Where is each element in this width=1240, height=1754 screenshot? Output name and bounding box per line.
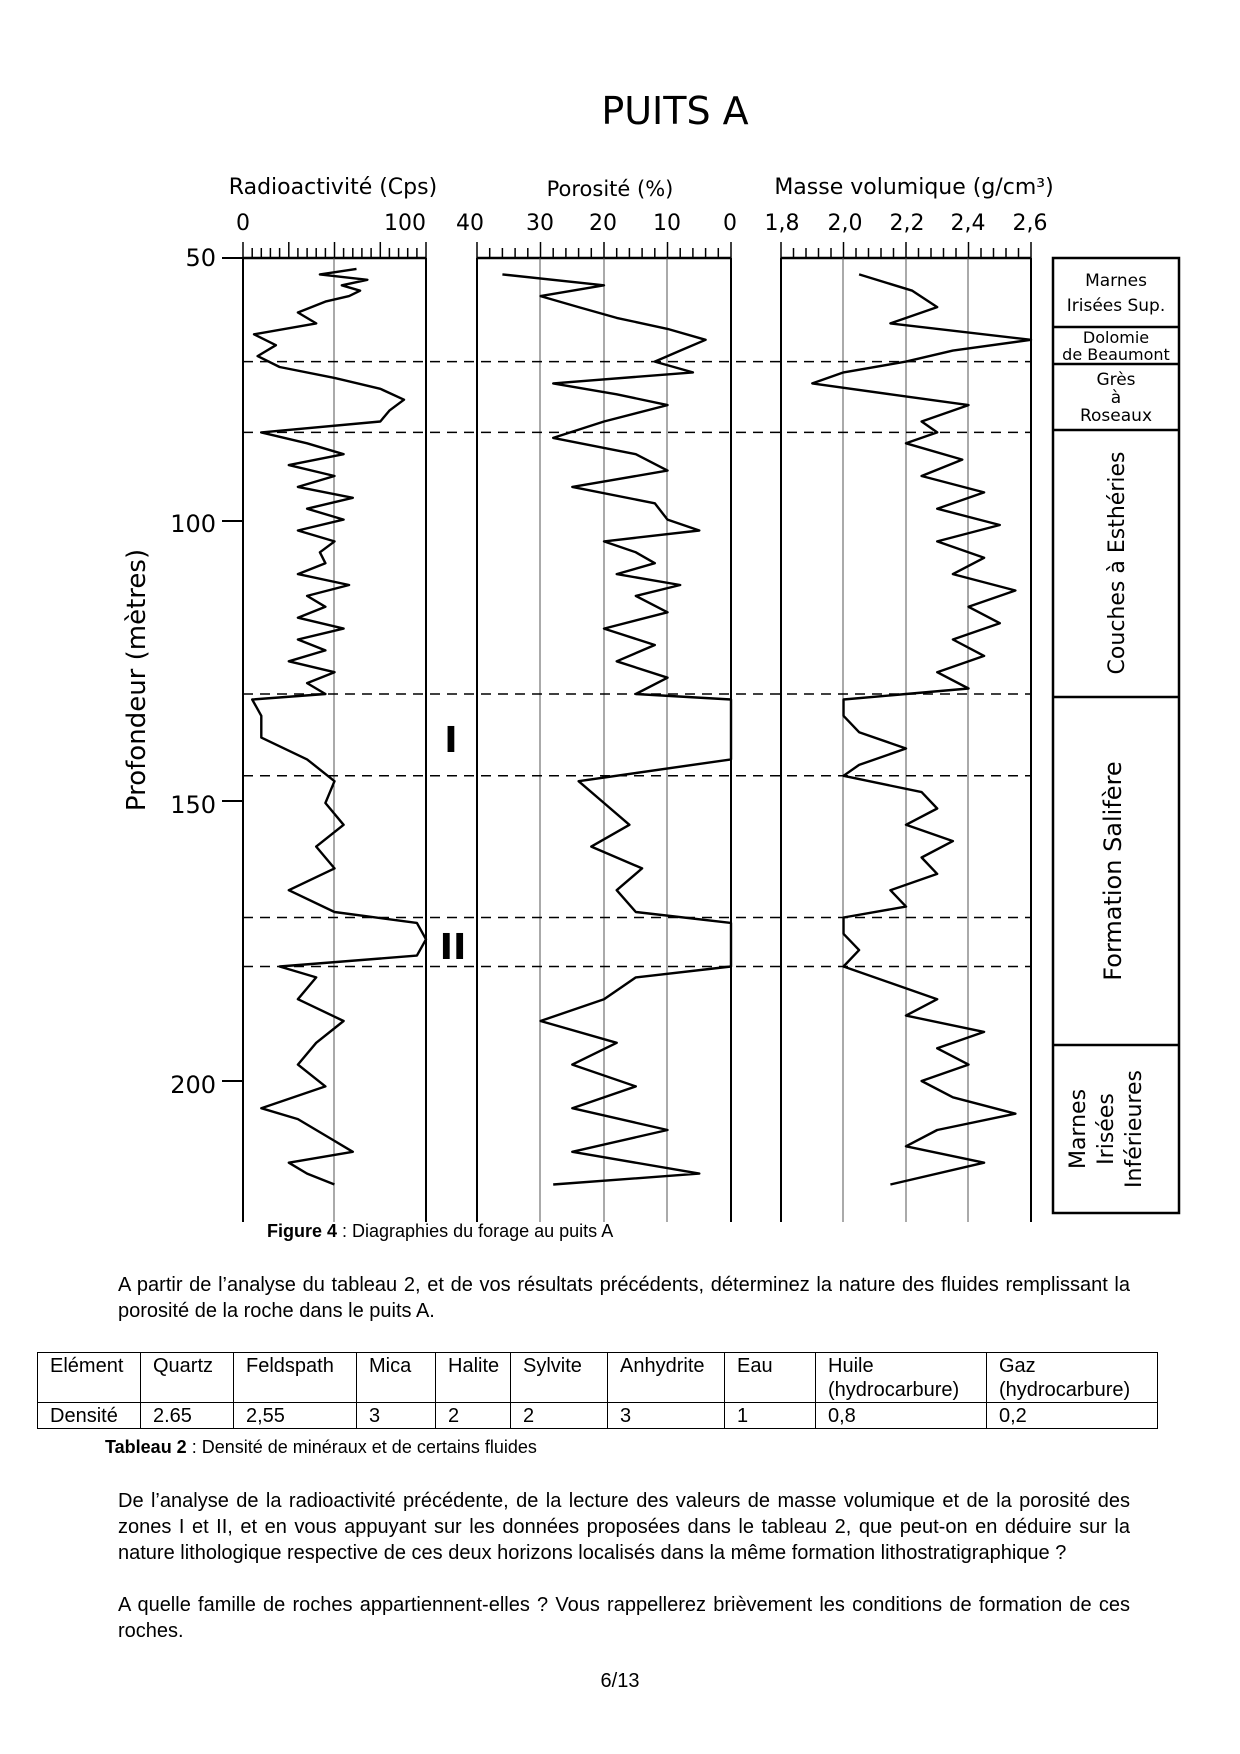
table-cell: 3 [357,1403,436,1429]
log-curve-porosite [502,274,731,1184]
depth-tick-marks [222,258,243,1081]
table-cell: 0,2 [987,1403,1158,1429]
table-header-cell: Feldspath [234,1353,357,1403]
table-cell: 2 [436,1403,511,1429]
dens-track-label: Masse volumique (g/cm³) [774,175,1054,200]
table-row [38,1353,1158,1403]
depth-tick-50: 50 [185,244,216,272]
minor-tick-marks [243,242,1031,258]
poro-tick-0: 0 [723,211,737,236]
table-header-cell: Anhydrite [608,1353,725,1403]
figure-title: PUITS A [601,89,749,133]
dens-tick-2.0: 2,0 [827,211,863,236]
dens-track-frame [781,258,1031,1222]
table-cell: 0,8 [816,1403,987,1429]
question-rock-family: A quelle famille de roches appartiennent-elles ? Vous rappellerez brièvement les conditions de formation de ces roches. [118,1594,1130,1642]
table-header-cell: Sylvite [511,1353,608,1403]
depth-tick-100: 100 [170,510,216,538]
question-lithology: De l’analyse de la radioactivité précédente, de la lecture des valeurs de masse volumique et de la porosité des zones I et II, et en vous appuyant sur les données proposées dans le tableau 2, que peut-on en déduire sur la nature lithologique respective de ces deux horizons localisés dans la même formation lithostratigraphique ? [118,1490,1130,1564]
poro-track-label: Porosité (%) [546,177,674,201]
table-cell: Densité [38,1403,141,1429]
page-number: 6/13 [600,1670,640,1692]
figure-caption-text: : Diagraphies du forage au puits A [337,1221,614,1241]
log-curve-radioactivite [252,269,426,1185]
table-cell: 2.65 [141,1403,234,1429]
table-cell: 2,55 [234,1403,357,1429]
poro-tick-40: 40 [456,211,484,236]
log-curve-masse-volumique [812,274,1031,1184]
poro-tick-10: 10 [653,211,681,236]
dens-tick-2.2: 2,2 [889,211,925,236]
litho-gres: Grès à Roseaux [1079,370,1153,426]
radio-track-label: Radioactivité (Cps) [228,175,438,200]
litho-marnes-sup: Marnes Irisées Sup. [1066,271,1166,316]
depth-tick-150: 150 [170,791,216,819]
dens-tick-2.6: 2,6 [1012,211,1048,236]
table-row [38,1403,1158,1429]
poro-tick-30: 30 [526,211,554,236]
poro-track-frame [477,258,731,1222]
table-header-cell: Gaz (hydrocarbure) [987,1353,1158,1403]
table-cell: 3 [608,1403,725,1429]
litho-formation-salifere: Formation Salifère [1099,761,1127,981]
litho-marnes-inf: Marnes Irisées Inférieures [1066,1070,1147,1188]
table-header-cell: Huile (hydrocarbure) [816,1353,987,1403]
litho-dolomie: Dolomie de Beaumont [1062,328,1170,364]
log-curves [252,269,1031,1185]
table-caption-text: : Densité de minéraux et de certains fluides [186,1437,537,1457]
question-fluids: A partir de l’analyse du tableau 2, et de vos résultats précédents, déterminez la nature des fluides remplissant la porosité de la roche dans le puits A. [118,1274,1130,1322]
formation-boundary-lines [243,362,1031,967]
table-caption-label: Tableau 2 [105,1437,187,1457]
depth-axis-label: Profondeur (mètres) [122,548,152,812]
table-cell: 1 [725,1403,816,1429]
dens-tick-2.4: 2,4 [950,211,986,236]
poro-tick-20: 20 [589,211,617,236]
table-header-cell: Elément [38,1353,141,1403]
radio-tick-0: 0 [236,211,250,236]
table-header-cell: Quartz [141,1353,234,1403]
depth-tick-200: 200 [170,1071,216,1099]
table-header-cell: Mica [357,1353,436,1403]
radio-tick-100: 100 [384,211,426,236]
table-header-cell: Halite [436,1353,511,1403]
figure-caption [267,1221,613,1242]
table-header-cell: Eau [725,1353,816,1403]
zone-label-I: I [444,720,458,761]
dens-tick-1.8: 1,8 [764,211,800,236]
table-caption [105,1437,537,1458]
zone-label-II: II [439,927,467,968]
figure-caption-label: Figure 4 [267,1221,338,1241]
table-cell: 2 [511,1403,608,1429]
density-table [37,1352,1158,1429]
litho-couches-estheries: Couches à Esthéries [1105,451,1130,675]
